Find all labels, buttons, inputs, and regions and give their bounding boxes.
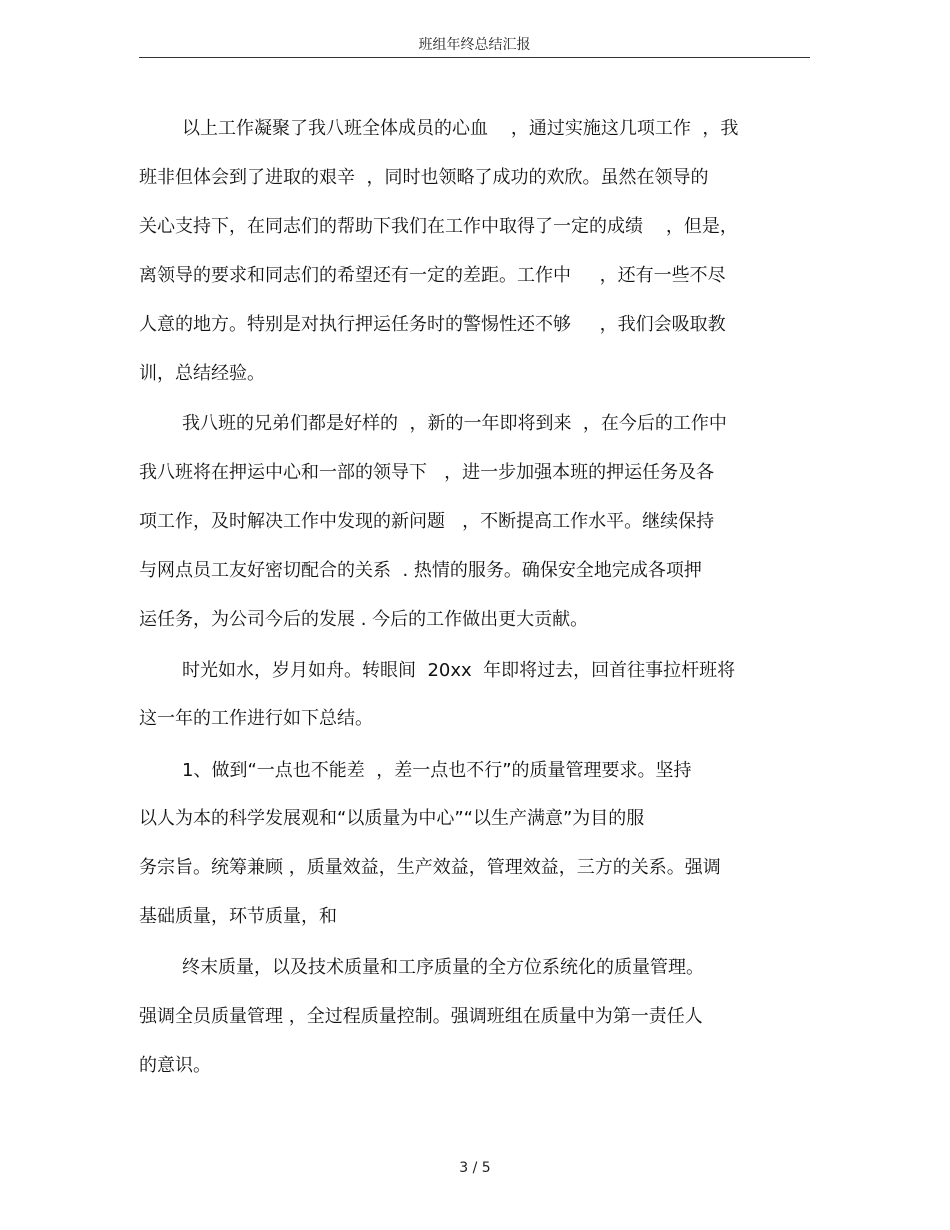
page-number: 3 / 5	[459, 1160, 491, 1176]
body-text-line: 强调全员质量管理 ，全过程质量控制。强调班组在质量中为第一责任人	[139, 1006, 703, 1027]
body-text-line: 时光如水，岁月如舟。转眼间 20xx 年即将过去，回首往事拉杆班将	[182, 660, 736, 681]
body-text-line: 与网点员工友好密切配合的关系 . 热情的服务。确保安全地完成各项押	[139, 560, 702, 581]
body-text-line: 基础质量，环节质量，和	[139, 906, 337, 927]
body-text-line: 人意的地方。特别是对执行押运任务时的警惕性还不够 ，我们会吸取教	[139, 314, 726, 335]
body-text-line: 以人为本的科学发展观和“以质量为中心”“以生产满意”为目的服	[139, 808, 645, 829]
body-text-line: 以上工作凝聚了我八班全体成员的心血 ，通过实施这几项工作 ，我	[182, 118, 739, 139]
body-text-line: 终末质量，以及技术质量和工序质量的全方位系统化的质量管理。	[182, 957, 704, 978]
body-text-line: 项工作，及时解决工作中发现的新问题 ，不断提高工作水平。继续保持	[139, 511, 715, 532]
body-text-line: 的意识。	[139, 1055, 211, 1076]
body-text-line: 我八班将在押运中心和一部的领导下 ，进一步加强本班的押运任务及各	[139, 462, 715, 483]
body-text-line: 我八班的兄弟们都是好样的 ，新的一年即将到来 ，在今后的工作中	[182, 413, 727, 434]
body-text-line: 这一年的工作进行如下总结。	[139, 708, 373, 729]
body-text-line: 1、做到“一点也不能差 ，差一点也不行”的质量管理要求。坚持	[182, 760, 692, 781]
page-header-title: 班组年终总结汇报	[418, 37, 531, 53]
body-text-line: 务宗旨。统筹兼顾 ，质量效益，生产效益，管理效益，三方的关系。强调	[139, 857, 721, 878]
header-divider	[139, 57, 810, 58]
body-text-line: 班非但体会到了进取的艰辛 ，同时也领略了成功的欢欣。虽然在领导的	[139, 167, 709, 188]
body-text-line: 训，总结经验。	[139, 363, 265, 384]
body-text-line: 运任务，为公司今后的发展 . 今后的工作做出更大贡献。	[139, 609, 589, 630]
body-text-line: 关心支持下，在同志们的帮助下我们在工作中取得了一定的成绩 ，但是，	[139, 216, 738, 237]
body-text-line: 离领导的要求和同志们的希望还有一定的差距。工作中 ，还有一些不尽	[139, 265, 726, 286]
